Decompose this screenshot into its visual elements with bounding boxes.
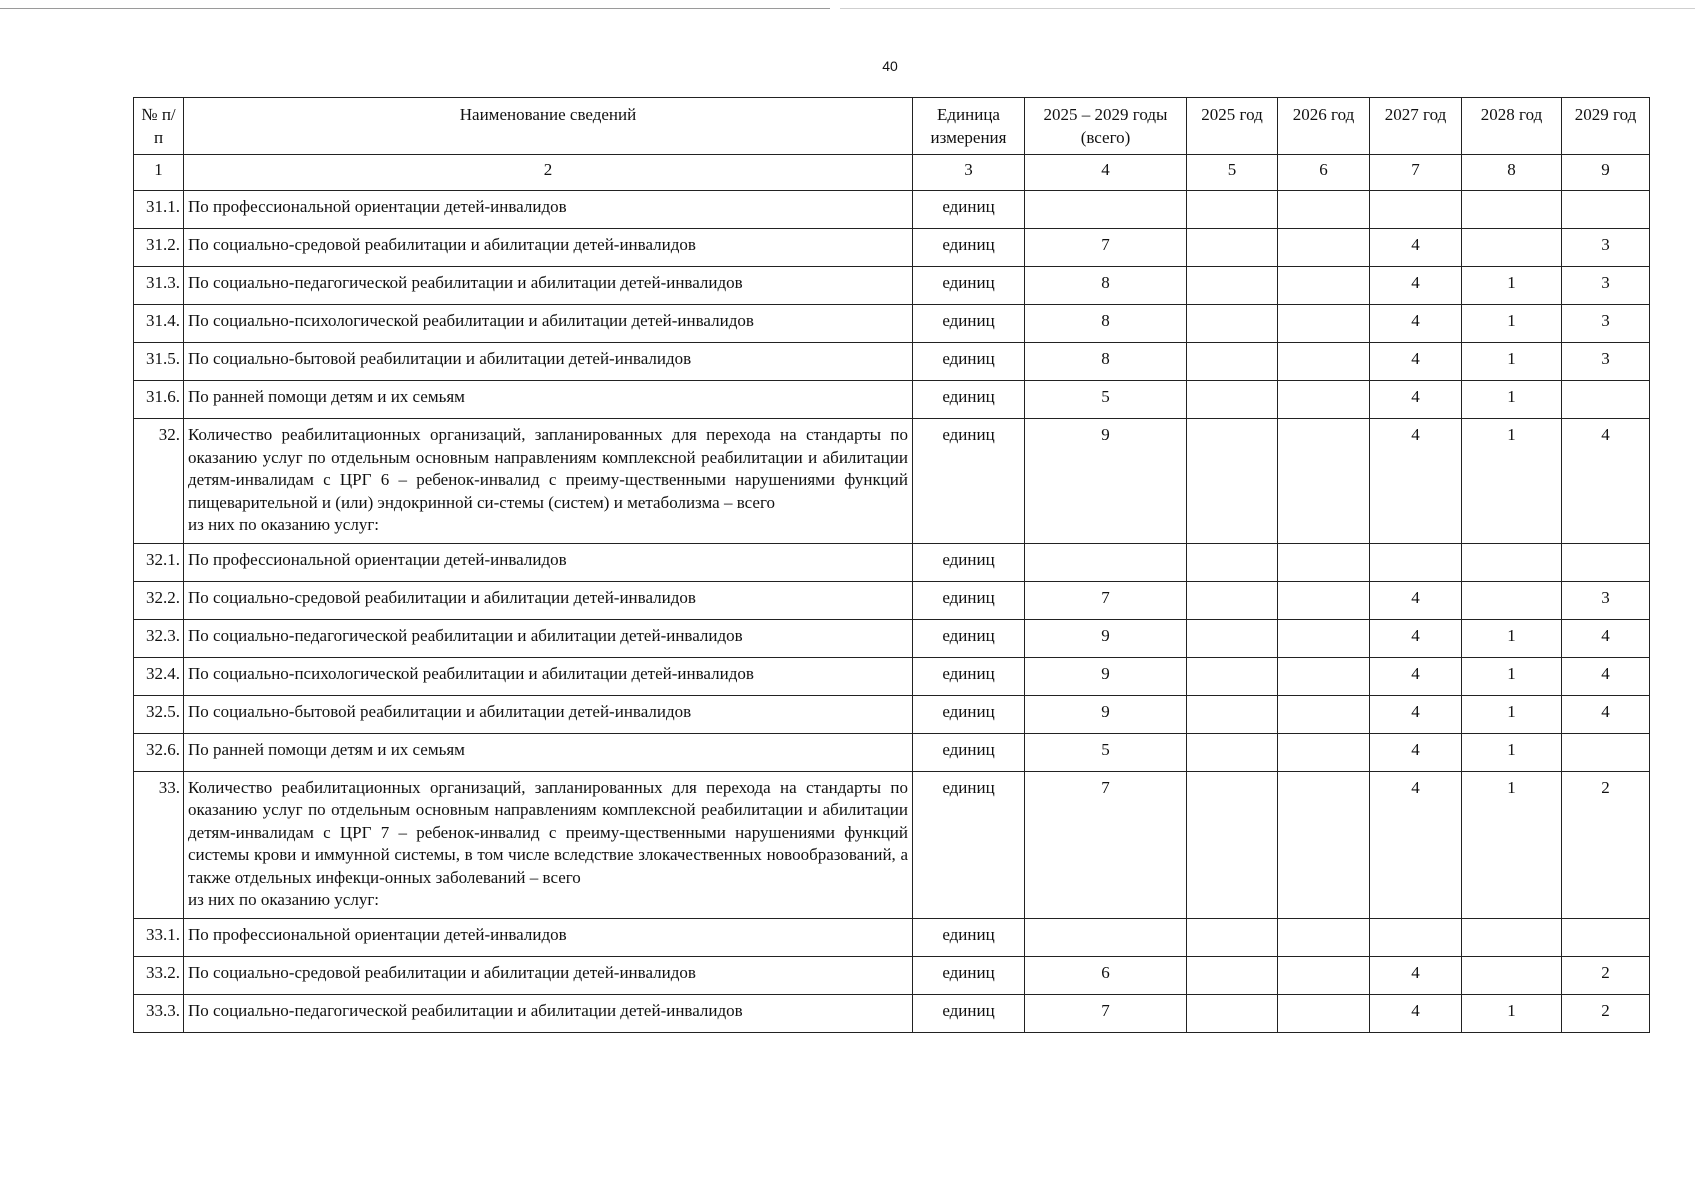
row-name: [184, 619, 913, 657]
table-row: [134, 619, 1650, 657]
row-name-text: По социально-педагогической реабилитации и абилитации детей-инвалидов: [188, 1000, 743, 1020]
row-name-text: По ранней помощи детям и их семьям: [188, 387, 465, 406]
column-number: 1: [134, 155, 184, 191]
row-name: [184, 695, 913, 733]
row-name-text: По социально-бытовой реабилитации и абилитации детей-инвалидов: [188, 701, 692, 721]
row-value-2028: [1462, 956, 1562, 994]
row-value-2026: [1278, 771, 1370, 918]
row-name-text: Количество реабилитационных организаций, запланированных для перехода на стандарты по оказанию услуг по отдельным основным направлениям комплексной реабилитации и абилитации детям-инвалидам с ЦРГ 6 – ребенок-инвалид с преиму-щественными нарушениями функций пищеварительной и (или) эндокринной си-стемы (систем) и метаболизма – всего: [188, 425, 908, 512]
row-value-2028: 1: [1462, 657, 1562, 695]
table-row: [134, 229, 1650, 267]
table-row: [134, 956, 1650, 994]
row-value-2028: 1: [1462, 267, 1562, 305]
row-unit: единиц: [913, 267, 1025, 305]
row-unit: единиц: [913, 343, 1025, 381]
row-name-text: По социально-средовой реабилитации и абилитации детей-инвалидов: [188, 962, 696, 982]
row-value-2029: [1562, 733, 1650, 771]
row-value-2026: [1278, 419, 1370, 544]
row-value-2029: 4: [1562, 695, 1650, 733]
row-value-2029: 4: [1562, 657, 1650, 695]
row-name-text: По социально-средовой реабилитации и абилитации детей-инвалидов: [188, 587, 696, 607]
table-row: [134, 381, 1650, 419]
row-value-2028: [1462, 543, 1562, 581]
row-value-2027: 4: [1370, 343, 1462, 381]
row-value-2026: [1278, 305, 1370, 343]
row-value-2028: 1: [1462, 381, 1562, 419]
column-number: 8: [1462, 155, 1562, 191]
row-unit: единиц: [913, 305, 1025, 343]
column-number: 6: [1278, 155, 1370, 191]
header-number: № п/п: [134, 98, 184, 155]
row-value-2027: [1370, 191, 1462, 229]
row-value-2025: [1187, 695, 1278, 733]
row-value-2028: 1: [1462, 994, 1562, 1032]
row-number: 31.3.: [134, 267, 184, 305]
row-total: 7: [1025, 581, 1187, 619]
row-number: 32.4.: [134, 657, 184, 695]
row-unit: единиц: [913, 229, 1025, 267]
row-unit: единиц: [913, 419, 1025, 544]
row-value-2028: [1462, 191, 1562, 229]
column-number: 2: [184, 155, 913, 191]
row-unit: единиц: [913, 381, 1025, 419]
row-total: 6: [1025, 956, 1187, 994]
table-row: [134, 267, 1650, 305]
row-value-2026: [1278, 343, 1370, 381]
row-value-2027: 4: [1370, 619, 1462, 657]
row-total: 8: [1025, 305, 1187, 343]
column-number-row: [134, 155, 1650, 191]
row-value-2027: 4: [1370, 733, 1462, 771]
row-value-2026: [1278, 994, 1370, 1032]
row-total: [1025, 918, 1187, 956]
row-number: 31.1.: [134, 191, 184, 229]
row-name: [184, 994, 913, 1032]
row-value-2028: 1: [1462, 419, 1562, 544]
row-value-2027: 4: [1370, 771, 1462, 918]
row-value-2027: 4: [1370, 267, 1462, 305]
row-name-text: Количество реабилитационных организаций, запланированных для перехода на стандарты по оказанию услуг по отдельным основным направлениям комплексной реабилитации и абилитации детям-инвалидам с ЦРГ 7 – ребенок-инвалид с преиму-щественными нарушениями функций системы крови и иммунной системы, в том числе вследствие злокачественных новообразований, а также отдельных инфекци-онных заболеваний – всего: [188, 777, 908, 887]
header-name: Наименование сведений: [184, 98, 913, 155]
row-name: [184, 543, 913, 581]
table-row: [134, 343, 1650, 381]
row-value-2029: [1562, 543, 1650, 581]
row-value-2026: [1278, 619, 1370, 657]
row-value-2027: [1370, 918, 1462, 956]
table-row: [134, 419, 1650, 544]
row-number: 31.4.: [134, 305, 184, 343]
row-unit: единиц: [913, 581, 1025, 619]
row-name-text: По социально-психологической реабилитации и абилитации детей-инвалидов: [188, 663, 754, 683]
row-value-2027: 4: [1370, 994, 1462, 1032]
row-name: [184, 229, 913, 267]
row-value-2025: [1187, 229, 1278, 267]
row-value-2025: [1187, 305, 1278, 343]
row-unit: единиц: [913, 994, 1025, 1032]
scan-edge-line: [0, 8, 830, 9]
row-value-2027: 4: [1370, 229, 1462, 267]
table-row: [134, 657, 1650, 695]
row-total: 9: [1025, 695, 1187, 733]
row-unit: единиц: [913, 771, 1025, 918]
row-value-2025: [1187, 657, 1278, 695]
scan-edge-line-faint: [840, 8, 1695, 9]
column-number: 5: [1187, 155, 1278, 191]
row-value-2026: [1278, 918, 1370, 956]
row-value-2026: [1278, 543, 1370, 581]
row-total: 7: [1025, 771, 1187, 918]
row-value-2027: [1370, 543, 1462, 581]
row-value-2029: 3: [1562, 581, 1650, 619]
row-name-text: По социально-бытовой реабилитации и абилитации детей-инвалидов: [188, 349, 692, 368]
row-value-2026: [1278, 695, 1370, 733]
row-number: 32.1.: [134, 543, 184, 581]
row-unit: единиц: [913, 657, 1025, 695]
row-value-2028: [1462, 581, 1562, 619]
table-row: [134, 994, 1650, 1032]
row-name: [184, 657, 913, 695]
column-number: 9: [1562, 155, 1650, 191]
row-value-2026: [1278, 267, 1370, 305]
row-value-2027: 4: [1370, 419, 1462, 544]
column-number: 3: [913, 155, 1025, 191]
table-row: [134, 695, 1650, 733]
table-row: [134, 918, 1650, 956]
row-number: 32.6.: [134, 733, 184, 771]
header-2026: 2026 год: [1278, 98, 1370, 155]
header-unit: Единица измерения: [913, 98, 1025, 155]
row-number: 33.1.: [134, 918, 184, 956]
row-unit: единиц: [913, 918, 1025, 956]
row-value-2026: [1278, 657, 1370, 695]
row-value-2028: 1: [1462, 305, 1562, 343]
row-value-2026: [1278, 956, 1370, 994]
row-name: [184, 733, 913, 771]
row-value-2025: [1187, 994, 1278, 1032]
header-2029: 2029 год: [1562, 98, 1650, 155]
row-value-2028: 1: [1462, 771, 1562, 918]
row-number: 33.: [134, 771, 184, 918]
row-name-text: По профессиональной ориентации детей-инвалидов: [188, 924, 567, 944]
row-name: [184, 956, 913, 994]
row-name: [184, 305, 913, 343]
column-number: 4: [1025, 155, 1187, 191]
row-value-2029: 3: [1562, 229, 1650, 267]
table-row: [134, 543, 1650, 581]
row-value-2029: 2: [1562, 771, 1650, 918]
row-value-2029: 4: [1562, 619, 1650, 657]
row-value-2025: [1187, 619, 1278, 657]
row-value-2029: [1562, 191, 1650, 229]
row-number: 32.5.: [134, 695, 184, 733]
row-name: [184, 267, 913, 305]
row-name: [184, 343, 913, 381]
row-unit: единиц: [913, 619, 1025, 657]
row-total: 9: [1025, 419, 1187, 544]
row-value-2027: 4: [1370, 695, 1462, 733]
row-subtitle: из них по оказанию услуг:: [188, 515, 380, 534]
row-value-2026: [1278, 191, 1370, 229]
row-value-2028: 1: [1462, 733, 1562, 771]
row-total: 7: [1025, 994, 1187, 1032]
row-name-text: По профессиональной ориентации детей-инвалидов: [188, 197, 567, 216]
row-unit: единиц: [913, 695, 1025, 733]
row-value-2027: 4: [1370, 956, 1462, 994]
row-total: 8: [1025, 343, 1187, 381]
row-value-2025: [1187, 956, 1278, 994]
row-value-2029: [1562, 381, 1650, 419]
row-total: [1025, 543, 1187, 581]
row-value-2025: [1187, 543, 1278, 581]
row-value-2025: [1187, 191, 1278, 229]
row-total: [1025, 191, 1187, 229]
row-value-2029: 2: [1562, 956, 1650, 994]
row-value-2029: 3: [1562, 305, 1650, 343]
row-unit: единиц: [913, 733, 1025, 771]
header-2028: 2028 год: [1462, 98, 1562, 155]
row-name: [184, 918, 913, 956]
row-value-2029: 4: [1562, 419, 1650, 544]
row-number: 32.3.: [134, 619, 184, 657]
row-number: 31.6.: [134, 381, 184, 419]
row-number: 33.3.: [134, 994, 184, 1032]
table-row: [134, 581, 1650, 619]
row-name: [184, 419, 913, 544]
row-number: 33.2.: [134, 956, 184, 994]
row-value-2029: 3: [1562, 343, 1650, 381]
header-2025: 2025 год: [1187, 98, 1278, 155]
row-value-2026: [1278, 581, 1370, 619]
row-value-2026: [1278, 381, 1370, 419]
row-value-2027: 4: [1370, 657, 1462, 695]
row-value-2026: [1278, 733, 1370, 771]
row-total: 7: [1025, 229, 1187, 267]
row-name: [184, 191, 913, 229]
row-name-text: По социально-средовой реабилитации и абилитации детей-инвалидов: [188, 235, 696, 254]
row-unit: единиц: [913, 543, 1025, 581]
row-total: 5: [1025, 381, 1187, 419]
table-row: [134, 305, 1650, 343]
page-number: 40: [882, 58, 898, 74]
row-value-2025: [1187, 381, 1278, 419]
row-value-2029: 2: [1562, 994, 1650, 1032]
row-value-2029: 3: [1562, 267, 1650, 305]
table-row: [134, 771, 1650, 918]
row-number: 31.2.: [134, 229, 184, 267]
row-number: 32.: [134, 419, 184, 544]
row-value-2029: [1562, 918, 1650, 956]
header-2027: 2027 год: [1370, 98, 1462, 155]
row-name-text: По социально-педагогической реабилитации и абилитации детей-инвалидов: [188, 273, 743, 292]
row-value-2025: [1187, 267, 1278, 305]
row-value-2028: 1: [1462, 343, 1562, 381]
table-header-row: [134, 98, 1650, 155]
row-value-2025: [1187, 771, 1278, 918]
row-total: 9: [1025, 657, 1187, 695]
row-value-2026: [1278, 229, 1370, 267]
table-row: [134, 733, 1650, 771]
row-total: 9: [1025, 619, 1187, 657]
row-value-2028: [1462, 918, 1562, 956]
data-table: [133, 97, 1650, 1033]
row-value-2025: [1187, 343, 1278, 381]
row-value-2027: 4: [1370, 381, 1462, 419]
header-total: 2025 – 2029 годы (всего): [1025, 98, 1187, 155]
column-number: 7: [1370, 155, 1462, 191]
row-name-text: По профессиональной ориентации детей-инвалидов: [188, 549, 567, 569]
row-subtitle: из них по оказанию услуг:: [188, 890, 380, 909]
row-value-2028: [1462, 229, 1562, 267]
row-value-2025: [1187, 733, 1278, 771]
row-total: 5: [1025, 733, 1187, 771]
row-number: 32.2.: [134, 581, 184, 619]
row-unit: единиц: [913, 191, 1025, 229]
row-name-text: По социально-педагогической реабилитации и абилитации детей-инвалидов: [188, 625, 743, 645]
row-name-text: По социально-психологической реабилитации и абилитации детей-инвалидов: [188, 311, 754, 330]
row-total: 8: [1025, 267, 1187, 305]
row-value-2025: [1187, 918, 1278, 956]
row-number: 31.5.: [134, 343, 184, 381]
row-value-2025: [1187, 419, 1278, 544]
row-value-2027: 4: [1370, 581, 1462, 619]
table-row: [134, 191, 1650, 229]
row-value-2027: 4: [1370, 305, 1462, 343]
row-name: [184, 581, 913, 619]
row-value-2025: [1187, 581, 1278, 619]
row-name-text: По ранней помощи детям и их семьям: [188, 739, 465, 759]
row-name: [184, 381, 913, 419]
row-name: [184, 771, 913, 918]
row-value-2028: 1: [1462, 619, 1562, 657]
row-value-2028: 1: [1462, 695, 1562, 733]
row-unit: единиц: [913, 956, 1025, 994]
